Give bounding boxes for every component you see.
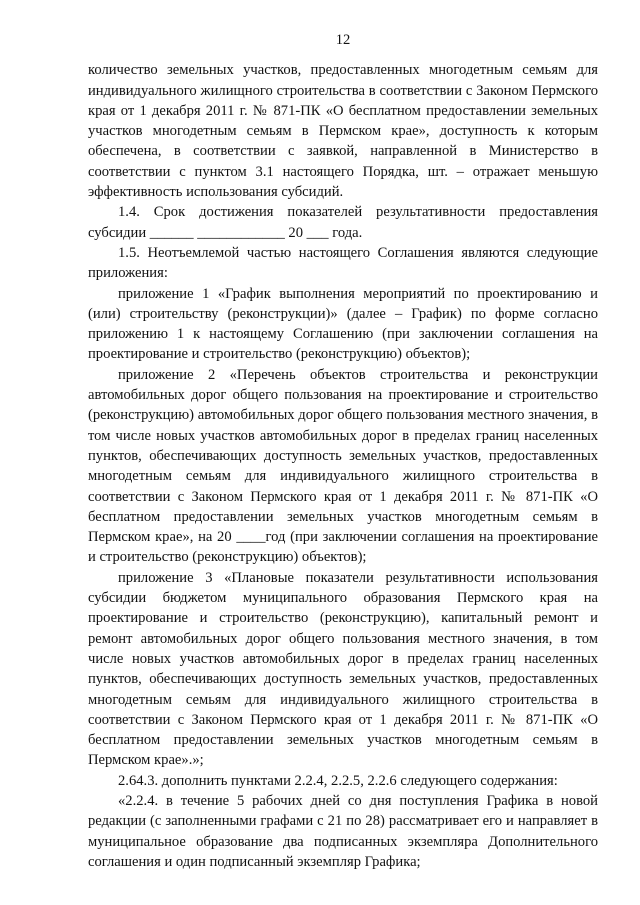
paragraph-2-2-4: «2.2.4. в течение 5 рабочих дней со дня поступления Графика в новой редакции (с заполненными графами с 21 по 28) рассматривает его и направляет в муниципальное образование два подписанных экземпляра Дополнительного соглашения и один подписанный экземпляр Графика; xyxy=(88,792,598,870)
document-page xyxy=(88,30,598,872)
paragraph-2-64-3: 2.64.3. дополнить пунктами 2.2.4, 2.2.5, 2.2.6 следующего содержания: xyxy=(118,772,558,789)
paragraph-1-5-attachments: 1.5. Неотъемлемой частью настоящего Соглашения являются следующие приложения: xyxy=(88,244,598,282)
page-number: 12 xyxy=(335,32,351,48)
paragraph-attachment-2: приложение 2 «Перечень объектов строительства и реконструкции автомобильных дорог общего пользования на проектирование и строительство (реконструкцию) автомобильных дорог общего пользования местного значения, в том числе новых участков автомобильных дорог в пределах границ населенных пунктов, обеспечивающих доступность земельных участков, предоставленных многодетным семьям для индивидуального жилищного строительства в соответствии с Законом Пермского края от 1 декабря 2011 г. № 871-ПК «О бесплатном предоставлении земельных участков многодетным семьям в Пермском крае», на 20 ____год (при заключении соглашения на проектирование и строительство (реконструкцию) объектов); xyxy=(88,366,598,566)
paragraph-1-4-deadline: 1.4. Срок достижения показателей результативности предоставления субсидии ______ ____________ 20 ___ года. xyxy=(88,204,598,241)
paragraph-attachment-3: приложение 3 «Плановые показатели результативности использования субсидии бюджетом муниципального образования Пермского края на проектирование и строительство (реконструкцию), капитальный ремонт и ремонт автомобильных дорог общего пользования местного значения, в том числе новых участков автомобильных дорог в пределах границ населенных пунктов, обеспечивающих доступность земельных участков, предоставленных многодетным семьям для индивидуального жилищного строительства в соответствии с Законом Пермского края от 1 декабря 2011 г. № 871-ПК «О бесплатном предоставлении земельных участков многодетным семьям в Пермском крае».»; xyxy=(88,569,598,769)
paragraph-efficiency-indicator: количество земельных участков, предоставленных многодетным семьям для индивидуального жилищного строительства в соответствии с Законом Пермского края от 1 декабря 2011 г. № 871-ПК «О бесплатном предоставлении земельных участков многодетным семьям в Пермском крае», доступность к которым обеспечена, в соответствии с заявкой, направленной в Министерство в соответствии с пунктом 3.1 настоящего Порядка, шт. – отражает меньшую эффективность использования субсидий. xyxy=(88,62,598,201)
paragraph-attachment-1: приложение 1 «График выполнения мероприятий по проектированию и (или) строительству (реконструкции)» (далее – График) по форме согласно приложению 1 к настоящему Соглашению (при заключении соглашения на проектирование и строительство (реконструкцию) объектов); xyxy=(88,285,598,363)
